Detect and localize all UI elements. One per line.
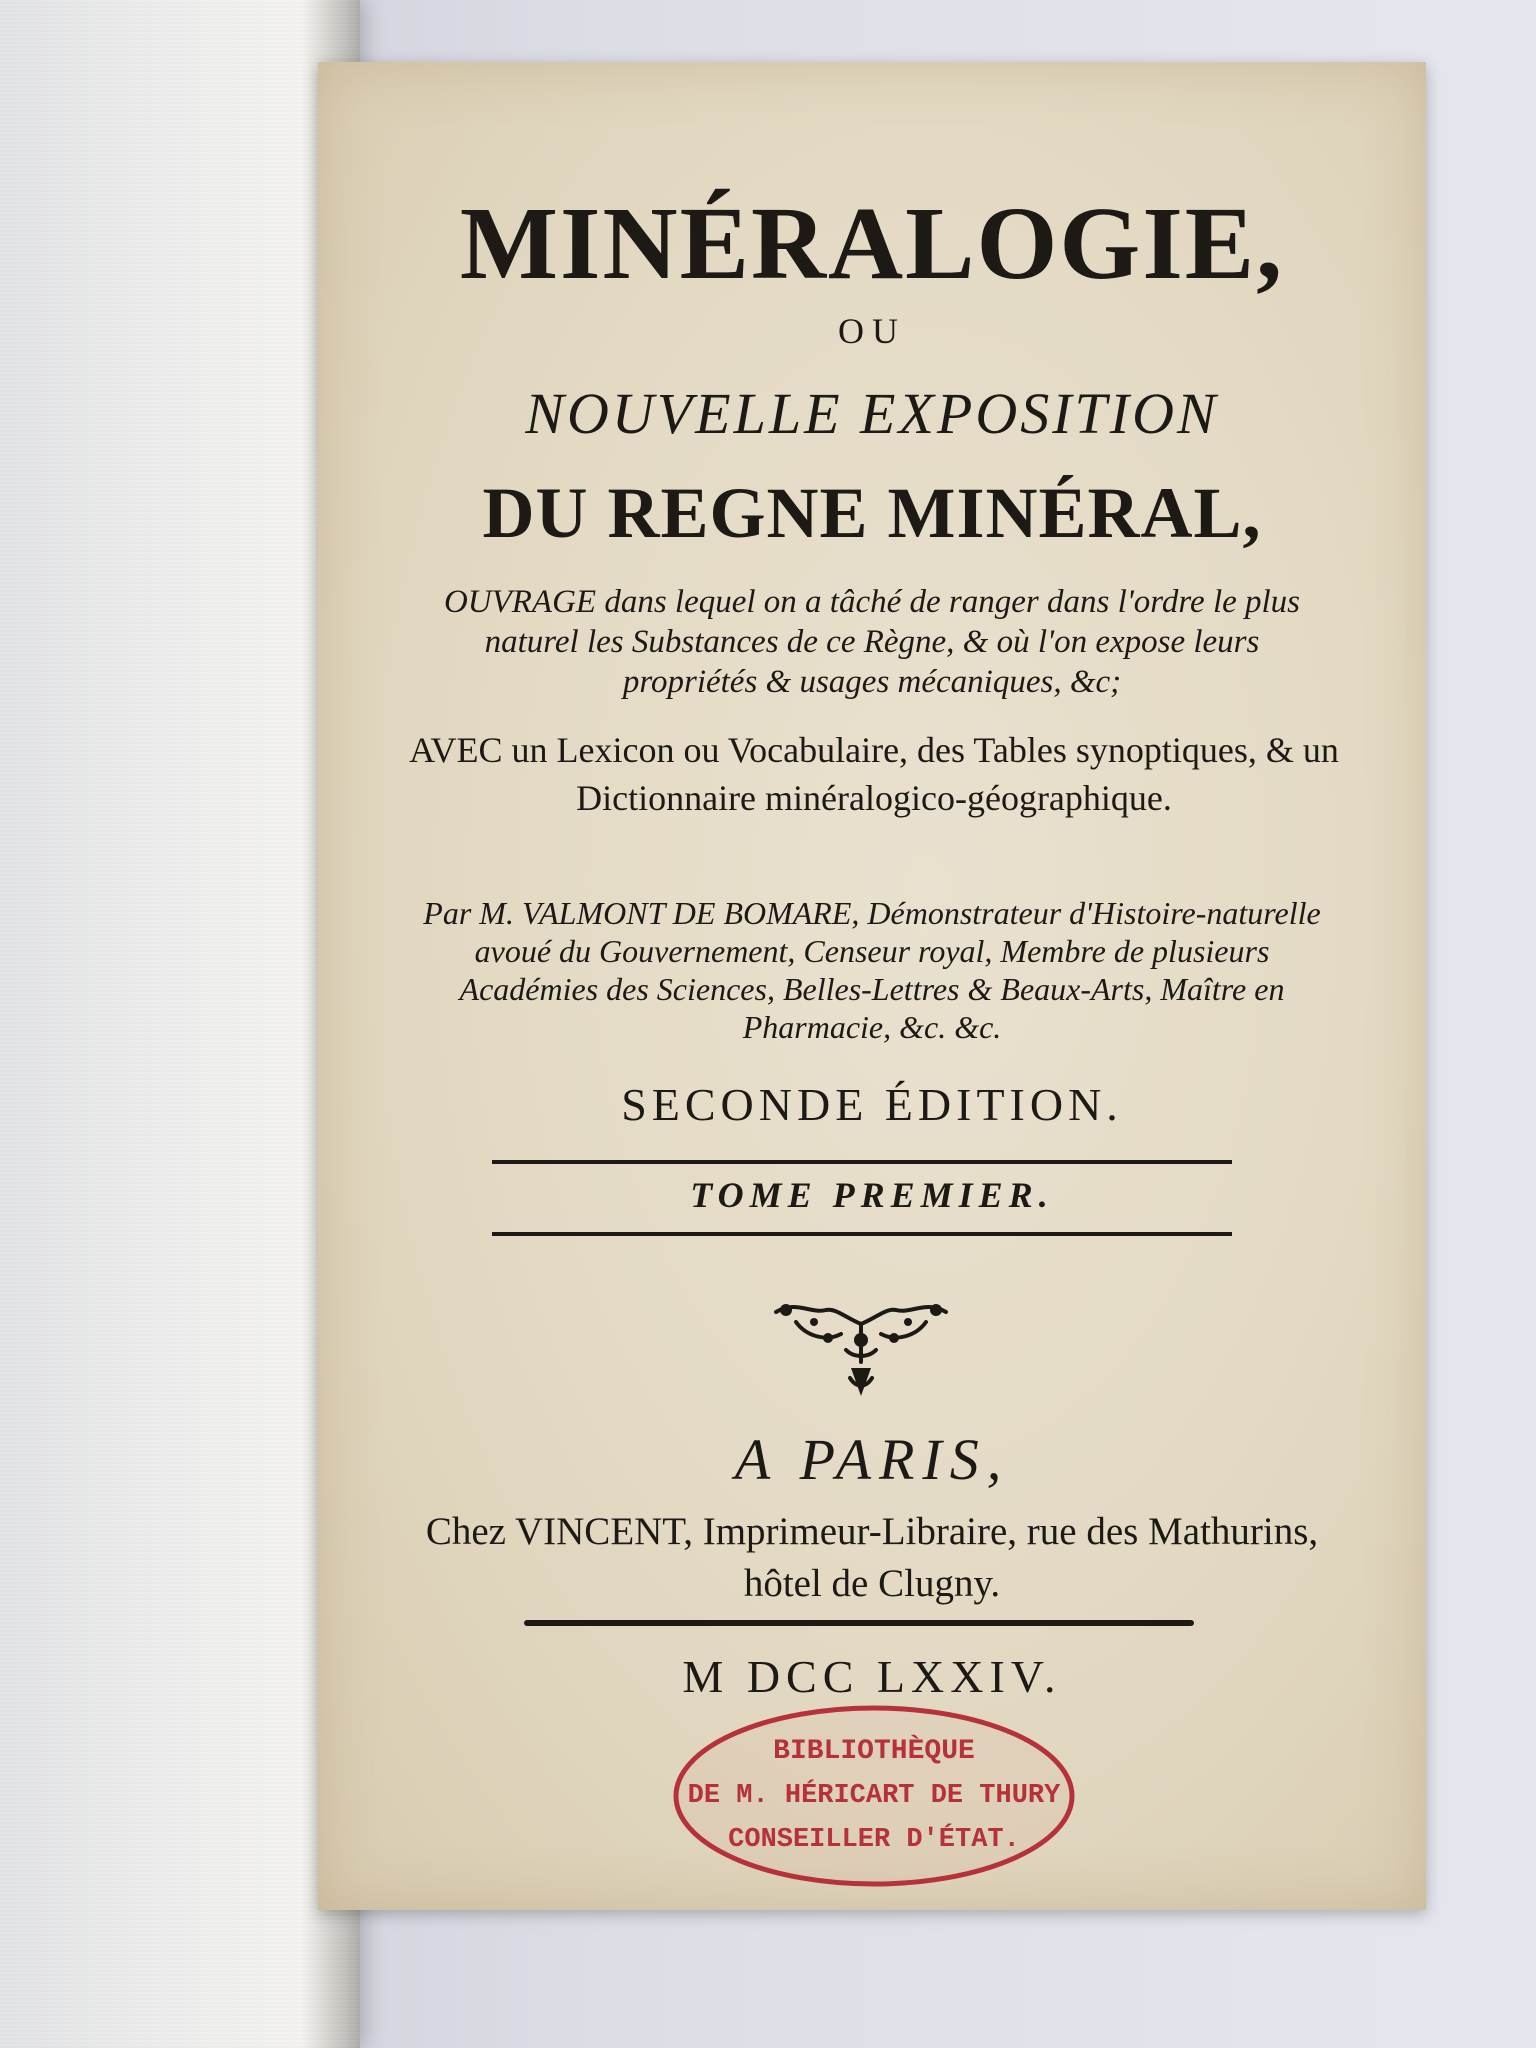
title-connector: OU — [838, 311, 906, 351]
publication-date: M DCC LXXIV. — [682, 1651, 1062, 1702]
place-of-publication: A PARIS, — [734, 1427, 1010, 1492]
rule-bottom — [492, 1232, 1232, 1236]
stamp-line-1: BIBLIOTHÈQUE — [773, 1736, 975, 1767]
stamp-line-2: DE M. HÉRICART DE THURY — [687, 1781, 1061, 1811]
edition-statement: SECONDE ÉDITION. — [621, 1079, 1123, 1130]
stamp-line-3: CONSEILLER D'ÉTAT. — [728, 1825, 1020, 1855]
rule-top — [492, 1160, 1232, 1164]
floral-ornament-icon — [766, 1292, 956, 1412]
printer-imprint: Chez VINCENT, Imprimeur-Libraire, rue des Mathurins, hôtel de Clugny. — [425, 1510, 1319, 1605]
rule-imprint — [524, 1620, 1194, 1626]
book-title: MINÉRALOGIE, — [459, 186, 1285, 301]
subtitle-line-2: DU REGNE MINÉRAL, — [482, 473, 1262, 553]
volume-statement: TOME PREMIER. — [690, 1175, 1054, 1215]
title-page — [318, 62, 1426, 1910]
work-description: OUVRAGE dans lequel on a tâché de ranger dans l'ordre le plus naturel les Substances de ce Règne, & où l'on expose leurs propriétés & usages mécaniques, &c; — [443, 584, 1301, 700]
subtitle-line-1: NOUVELLE EXPOSITION — [525, 381, 1219, 446]
contents-description: AVEC un Lexicon ou Vocabulaire, des Tables synoptiques, & un Dictionnaire minéralogico-géographique. — [409, 730, 1339, 818]
author-statement: Par M. VALMONT DE BOMARE, Démonstrateur d'Histoire-naturelle avoué du Gouvernement, Censeur royal, Membre de plusieurs Académies des Sciences, Belles-Lettres & Beaux-Arts, Maître en Pharmacie, &c. &c. — [423, 895, 1321, 1045]
library-ownership-stamp — [666, 1696, 1082, 1896]
